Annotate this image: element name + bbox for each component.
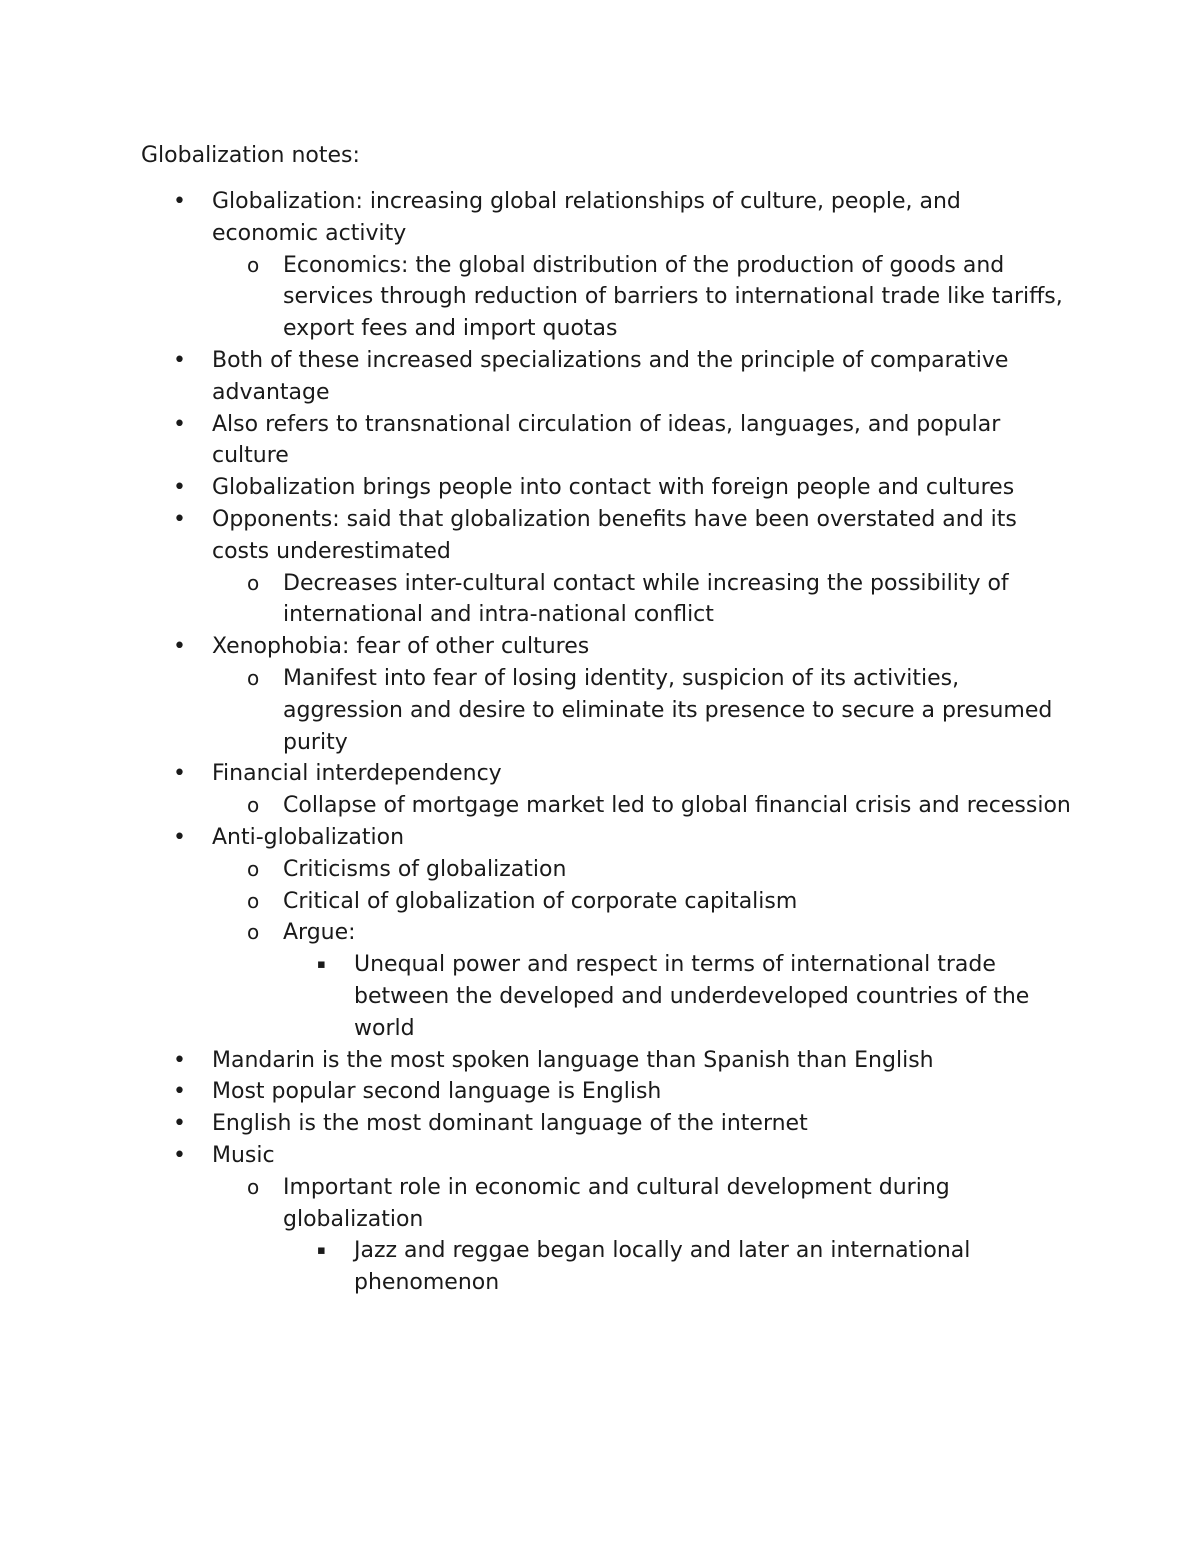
list-item-text: Collapse of mortgage market led to global financial crisis and recession <box>283 793 1071 819</box>
list-item-text: Financial interdependency <box>212 761 502 787</box>
list-item-text: Anti-globalization <box>212 824 405 850</box>
bullet-circle-icon: o <box>247 920 260 945</box>
list-item-text: Unequal power and respect in terms of international trade between the developed and underdeveloped countries of the world <box>354 952 1030 1041</box>
bullet-dot-icon: • <box>173 506 186 532</box>
list-item <box>141 917 1071 949</box>
list-item-text: Most popular second language is English <box>212 1079 662 1105</box>
list-item <box>141 663 1071 758</box>
list-item <box>141 822 1071 854</box>
list-item <box>141 854 1071 886</box>
list-item-text: Jazz and reggae began locally and later an international phenomenon <box>354 1238 971 1296</box>
bullet-circle-icon: o <box>247 888 260 913</box>
list-item-text: Criticisms of globalization <box>283 856 567 882</box>
bullet-dot-icon: • <box>173 761 186 787</box>
list-item <box>141 758 1071 790</box>
list-item-text: Globalization: increasing global relationships of culture, people, and economic activity <box>212 189 961 246</box>
bullet-dot-icon: • <box>173 824 186 850</box>
bullet-circle-icon: o <box>247 793 260 818</box>
list-item-text: Mandarin is the most spoken language than Spanish than English <box>212 1047 934 1073</box>
list-item-text: English is the most dominant language of the internet <box>212 1111 808 1137</box>
list-item-text: Economics: the global distribution of the production of goods and services through reduction of barriers to international trade like tariffs, export fees and import quotas <box>283 252 1063 342</box>
list-item-text: Decreases inter-cultural contact while increasing the possibility of international and intra-national conflict <box>283 570 1009 628</box>
bullet-square-icon: ▪ <box>317 1243 326 1259</box>
list-item-text: Argue: <box>283 920 356 946</box>
bullet-dot-icon: • <box>173 634 186 660</box>
list-item-text: Opponents: said that globalization benefits have been overstated and its costs underestimated <box>212 506 1017 564</box>
list-item <box>141 1140 1071 1172</box>
list-item <box>141 886 1071 918</box>
list-item-text: Manifest into fear of losing identity, suspicion of its activities, aggression and desire to eliminate its presence to secure a presumed purity <box>283 665 1053 755</box>
list-item <box>141 790 1071 822</box>
bullet-square-icon: ▪ <box>317 957 326 973</box>
bullet-dot-icon: • <box>173 411 186 437</box>
bullet-dot-icon: • <box>173 1142 186 1168</box>
bullet-circle-icon: o <box>247 252 260 277</box>
bullet-dot-icon: • <box>173 347 186 373</box>
list-item <box>141 504 1071 568</box>
bullet-dot-icon: • <box>173 189 186 214</box>
bullet-circle-icon: o <box>247 570 260 595</box>
list-item <box>141 949 1071 1044</box>
document-title: Globalization notes: <box>141 143 360 168</box>
list-item <box>141 472 1071 504</box>
list-item <box>141 409 1071 473</box>
list-item-text: Also refers to transnational circulation of ideas, languages, and popular culture <box>212 411 1001 469</box>
list-item <box>141 568 1071 632</box>
list-item-text: Important role in economic and cultural development during globalization <box>283 1174 950 1232</box>
list-item <box>141 1108 1071 1140</box>
list-item <box>141 1235 1071 1299</box>
list-item <box>141 1172 1071 1236</box>
list-item <box>141 631 1071 663</box>
bullet-dot-icon: • <box>173 475 186 501</box>
list-item <box>141 1045 1071 1077</box>
bullet-dot-icon: • <box>173 1079 186 1105</box>
list-item <box>141 250 1071 345</box>
list-item <box>141 345 1071 409</box>
list-item-text: Music <box>212 1142 275 1168</box>
list-item <box>141 186 1071 250</box>
bullet-circle-icon: o <box>247 1174 260 1199</box>
bullet-dot-icon: • <box>173 1047 186 1073</box>
bullet-circle-icon: o <box>247 665 260 690</box>
bullet-dot-icon: • <box>173 1111 186 1137</box>
list-item-text: Both of these increased specializations and the principle of comparative advantage <box>212 347 1009 405</box>
notes-list <box>141 186 1071 1299</box>
list-item-text: Globalization brings people into contact with foreign people and cultures <box>212 475 1015 501</box>
list-item <box>141 1076 1071 1108</box>
bullet-circle-icon: o <box>247 856 260 881</box>
list-item-text: Xenophobia: fear of other cultures <box>212 634 590 660</box>
list-item-text: Critical of globalization of corporate capitalism <box>283 888 798 914</box>
